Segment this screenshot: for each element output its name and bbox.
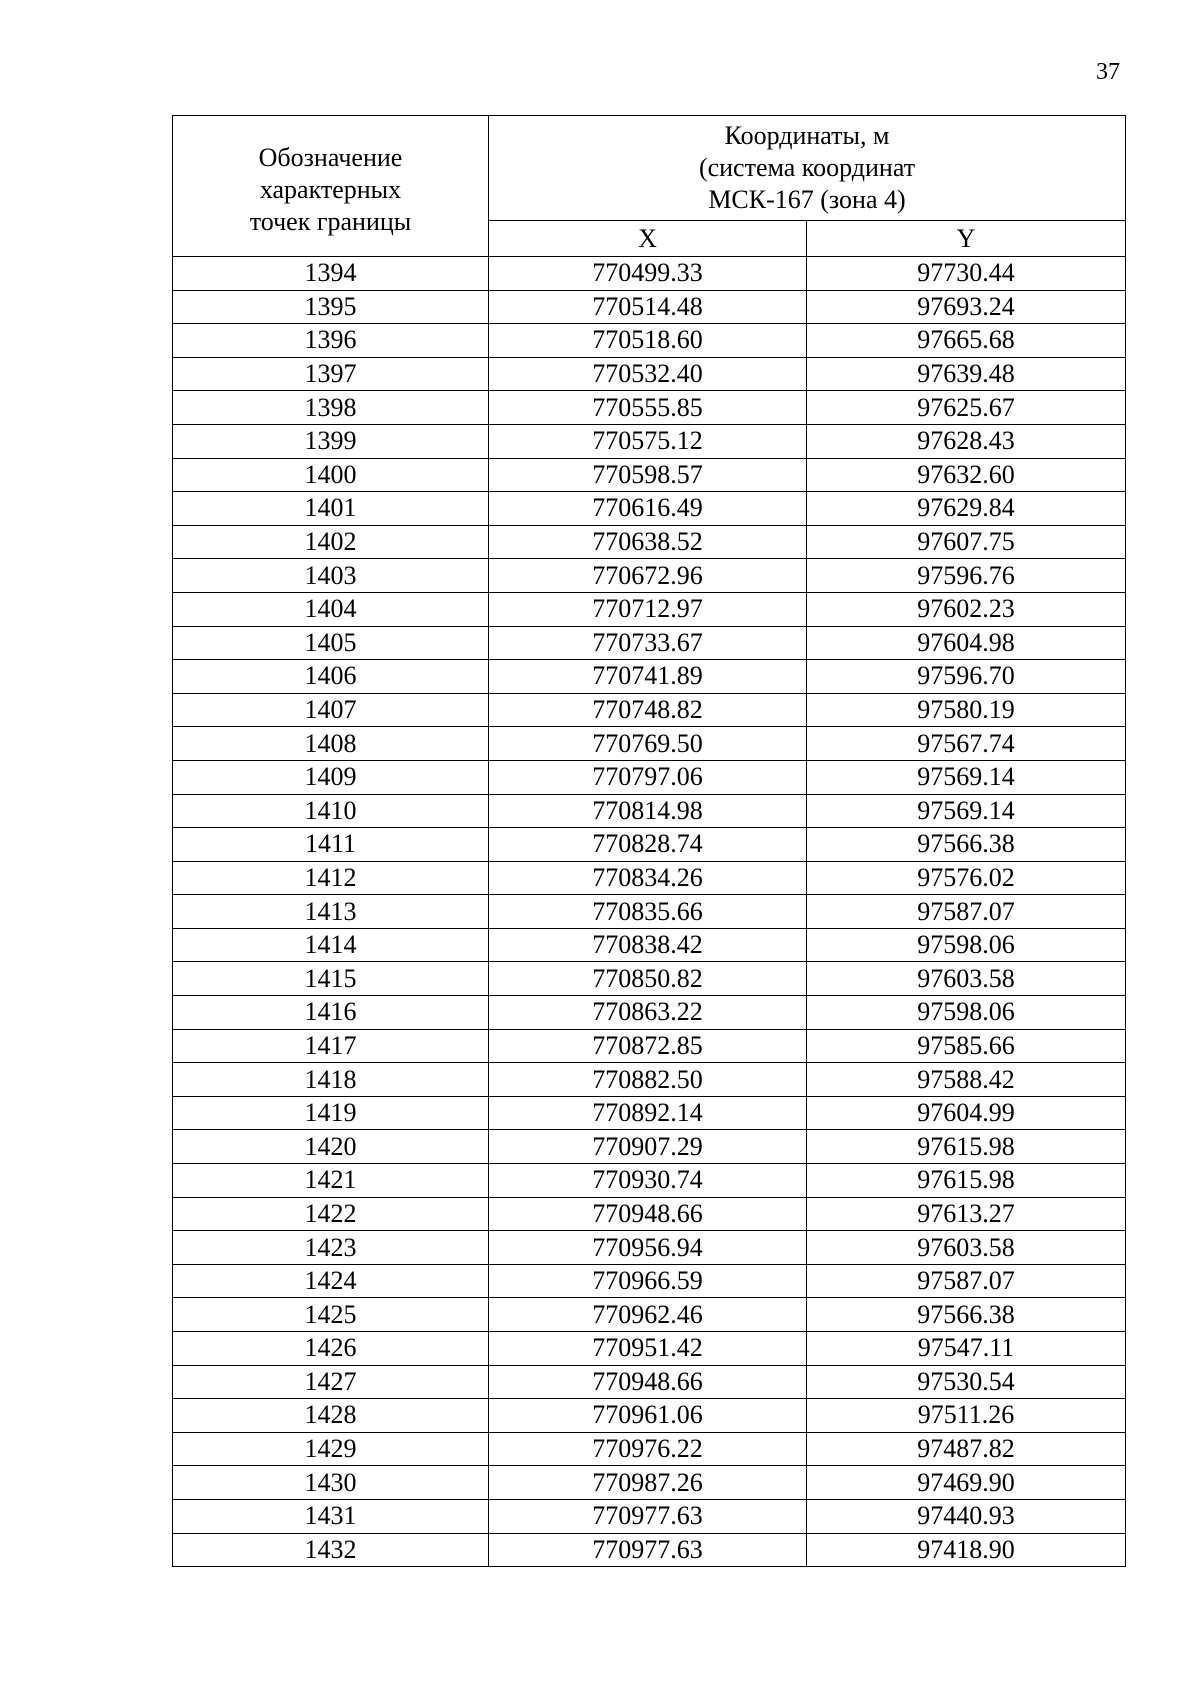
- table-row: [173, 660, 1126, 694]
- x-cell: 770814.98: [489, 794, 807, 828]
- x-cell: 770797.06: [489, 760, 807, 794]
- table-header: [173, 116, 1126, 257]
- y-cell: 97629.84: [807, 492, 1126, 526]
- point-cell: 1398: [173, 391, 489, 425]
- table-row: [173, 424, 1126, 458]
- point-cell: 1421: [173, 1164, 489, 1198]
- point-cell: 1405: [173, 626, 489, 660]
- x-cell: 770966.59: [489, 1264, 807, 1298]
- designation-header-line: характерных: [259, 175, 402, 204]
- point-cell: 1408: [173, 727, 489, 761]
- table-row: [173, 828, 1126, 862]
- x-cell: 770828.74: [489, 828, 807, 862]
- y-cell: 97603.58: [807, 962, 1126, 996]
- point-cell: 1431: [173, 1499, 489, 1533]
- point-cell: 1400: [173, 458, 489, 492]
- x-cell: 770872.85: [489, 1029, 807, 1063]
- table-row: [173, 357, 1126, 391]
- y-cell: 97587.07: [807, 895, 1126, 929]
- point-cell: 1415: [173, 962, 489, 996]
- point-cell: 1422: [173, 1197, 489, 1231]
- table-row: [173, 324, 1126, 358]
- table-row: [173, 1164, 1126, 1198]
- coordinates-header-line: (система координат: [698, 153, 916, 183]
- coordinates-header: [489, 116, 1126, 221]
- y-cell: 97628.43: [807, 424, 1126, 458]
- y-cell: 97693.24: [807, 290, 1126, 324]
- point-cell: 1403: [173, 559, 489, 593]
- x-cell: 770976.22: [489, 1432, 807, 1466]
- x-cell: 770835.66: [489, 895, 807, 929]
- y-cell: 97730.44: [807, 257, 1126, 291]
- table-row: [173, 1197, 1126, 1231]
- point-cell: 1426: [173, 1332, 489, 1366]
- point-cell: 1423: [173, 1231, 489, 1265]
- y-cell: 97615.98: [807, 1130, 1126, 1164]
- point-cell: 1419: [173, 1096, 489, 1130]
- point-cell: 1418: [173, 1063, 489, 1097]
- y-cell: 97607.75: [807, 525, 1126, 559]
- x-cell: 770555.85: [489, 391, 807, 425]
- y-cell: 97613.27: [807, 1197, 1126, 1231]
- point-cell: 1412: [173, 861, 489, 895]
- point-cell: 1397: [173, 357, 489, 391]
- y-cell: 97604.99: [807, 1096, 1126, 1130]
- table-row: [173, 391, 1126, 425]
- page-number: 37: [1096, 59, 1120, 85]
- y-cell: 97569.14: [807, 760, 1126, 794]
- y-cell: 97440.93: [807, 1499, 1126, 1533]
- table-row: [173, 559, 1126, 593]
- x-cell: 770838.42: [489, 928, 807, 962]
- table-row: [173, 592, 1126, 626]
- coordinates-header-line: МСК-167 (зона 4): [708, 185, 906, 215]
- y-cell: 97603.58: [807, 1231, 1126, 1265]
- x-cell: 770850.82: [489, 962, 807, 996]
- table-row: [173, 1130, 1126, 1164]
- y-cell: 97469.90: [807, 1466, 1126, 1500]
- point-cell: 1429: [173, 1432, 489, 1466]
- x-cell: 770769.50: [489, 727, 807, 761]
- y-cell: 97598.06: [807, 928, 1126, 962]
- table-row: [173, 895, 1126, 929]
- point-cell: 1407: [173, 693, 489, 727]
- y-cell: 97585.66: [807, 1029, 1126, 1063]
- table-row: [173, 861, 1126, 895]
- y-cell: 97418.90: [807, 1533, 1126, 1567]
- point-cell: 1395: [173, 290, 489, 324]
- x-cell: 770956.94: [489, 1231, 807, 1265]
- table-row: [173, 996, 1126, 1030]
- y-cell: 97632.60: [807, 458, 1126, 492]
- y-cell: 97639.48: [807, 357, 1126, 391]
- x-cell: 770948.66: [489, 1197, 807, 1231]
- y-cell: 97596.70: [807, 660, 1126, 694]
- point-cell: 1410: [173, 794, 489, 828]
- table-row: [173, 1466, 1126, 1500]
- point-cell: 1417: [173, 1029, 489, 1063]
- x-cell: 770962.46: [489, 1298, 807, 1332]
- point-cell: 1427: [173, 1365, 489, 1399]
- y-cell: 97596.76: [807, 559, 1126, 593]
- x-cell: 770863.22: [489, 996, 807, 1030]
- y-cell: 97580.19: [807, 693, 1126, 727]
- table-body: [173, 257, 1126, 1567]
- table-row: [173, 1432, 1126, 1466]
- table-row: [173, 1332, 1126, 1366]
- x-cell: 770748.82: [489, 693, 807, 727]
- y-cell: 97511.26: [807, 1399, 1126, 1433]
- table-row: [173, 794, 1126, 828]
- x-cell: 770892.14: [489, 1096, 807, 1130]
- x-cell: 770741.89: [489, 660, 807, 694]
- y-cell: 97615.98: [807, 1164, 1126, 1198]
- x-cell: 770951.42: [489, 1332, 807, 1366]
- x-cell: 770672.96: [489, 559, 807, 593]
- y-cell: 97530.54: [807, 1365, 1126, 1399]
- point-cell: 1414: [173, 928, 489, 962]
- point-cell: 1430: [173, 1466, 489, 1500]
- table-row: [173, 492, 1126, 526]
- x-cell: 770733.67: [489, 626, 807, 660]
- coordinates-table: [172, 115, 1126, 1567]
- x-cell: 770930.74: [489, 1164, 807, 1198]
- x-cell: 770499.33: [489, 257, 807, 291]
- x-cell: 770575.12: [489, 424, 807, 458]
- x-cell: 770961.06: [489, 1399, 807, 1433]
- x-cell: 770907.29: [489, 1130, 807, 1164]
- x-column-header: X: [489, 221, 807, 257]
- y-cell: 97569.14: [807, 794, 1126, 828]
- y-cell: 97547.11: [807, 1332, 1126, 1366]
- point-cell: 1409: [173, 760, 489, 794]
- point-cell: 1425: [173, 1298, 489, 1332]
- point-cell: 1399: [173, 424, 489, 458]
- y-cell: 97567.74: [807, 727, 1126, 761]
- table-row: [173, 962, 1126, 996]
- x-cell: 770977.63: [489, 1499, 807, 1533]
- y-cell: 97598.06: [807, 996, 1126, 1030]
- table-row: [173, 1029, 1126, 1063]
- table-row: [173, 1533, 1126, 1567]
- point-cell: 1428: [173, 1399, 489, 1433]
- point-cell: 1420: [173, 1130, 489, 1164]
- y-cell: 97487.82: [807, 1432, 1126, 1466]
- point-cell: 1416: [173, 996, 489, 1030]
- table-row: [173, 257, 1126, 291]
- y-cell: 97602.23: [807, 592, 1126, 626]
- table-row: [173, 458, 1126, 492]
- y-column-header: Y: [807, 221, 1126, 257]
- table-row: [173, 1264, 1126, 1298]
- x-cell: 770616.49: [489, 492, 807, 526]
- designation-header-line: точек границы: [249, 207, 412, 236]
- x-cell: 770532.40: [489, 357, 807, 391]
- table-row: [173, 1365, 1126, 1399]
- table-row: [173, 760, 1126, 794]
- x-cell: 770977.63: [489, 1533, 807, 1567]
- x-cell: 770948.66: [489, 1365, 807, 1399]
- point-cell: 1404: [173, 592, 489, 626]
- table-row: [173, 626, 1126, 660]
- table-row: [173, 928, 1126, 962]
- point-cell: 1413: [173, 895, 489, 929]
- x-cell: 770987.26: [489, 1466, 807, 1500]
- point-cell: 1411: [173, 828, 489, 862]
- y-cell: 97625.67: [807, 391, 1126, 425]
- x-cell: 770518.60: [489, 324, 807, 358]
- y-cell: 97566.38: [807, 1298, 1126, 1332]
- designation-header: [173, 116, 489, 257]
- table-row: [173, 693, 1126, 727]
- x-cell: 770712.97: [489, 592, 807, 626]
- point-cell: 1396: [173, 324, 489, 358]
- table-row: [173, 727, 1126, 761]
- x-cell: 770638.52: [489, 525, 807, 559]
- x-cell: 770514.48: [489, 290, 807, 324]
- table-row: [173, 1096, 1126, 1130]
- y-cell: 97566.38: [807, 828, 1126, 862]
- x-cell: 770598.57: [489, 458, 807, 492]
- point-cell: 1424: [173, 1264, 489, 1298]
- point-cell: 1394: [173, 257, 489, 291]
- point-cell: 1401: [173, 492, 489, 526]
- table-row: [173, 1499, 1126, 1533]
- designation-header-line: Обозначение: [258, 143, 403, 172]
- y-cell: 97576.02: [807, 861, 1126, 895]
- table-row: [173, 1298, 1126, 1332]
- table-row: [173, 290, 1126, 324]
- y-cell: 97588.42: [807, 1063, 1126, 1097]
- y-cell: 97587.07: [807, 1264, 1126, 1298]
- table-row: [173, 1063, 1126, 1097]
- point-cell: 1406: [173, 660, 489, 694]
- coordinates-header-line: Координаты, м: [724, 121, 890, 151]
- point-cell: 1432: [173, 1533, 489, 1567]
- x-cell: 770834.26: [489, 861, 807, 895]
- table-row: [173, 1399, 1126, 1433]
- x-cell: 770882.50: [489, 1063, 807, 1097]
- table-row: [173, 525, 1126, 559]
- point-cell: 1402: [173, 525, 489, 559]
- y-cell: 97665.68: [807, 324, 1126, 358]
- y-cell: 97604.98: [807, 626, 1126, 660]
- table-row: [173, 1231, 1126, 1265]
